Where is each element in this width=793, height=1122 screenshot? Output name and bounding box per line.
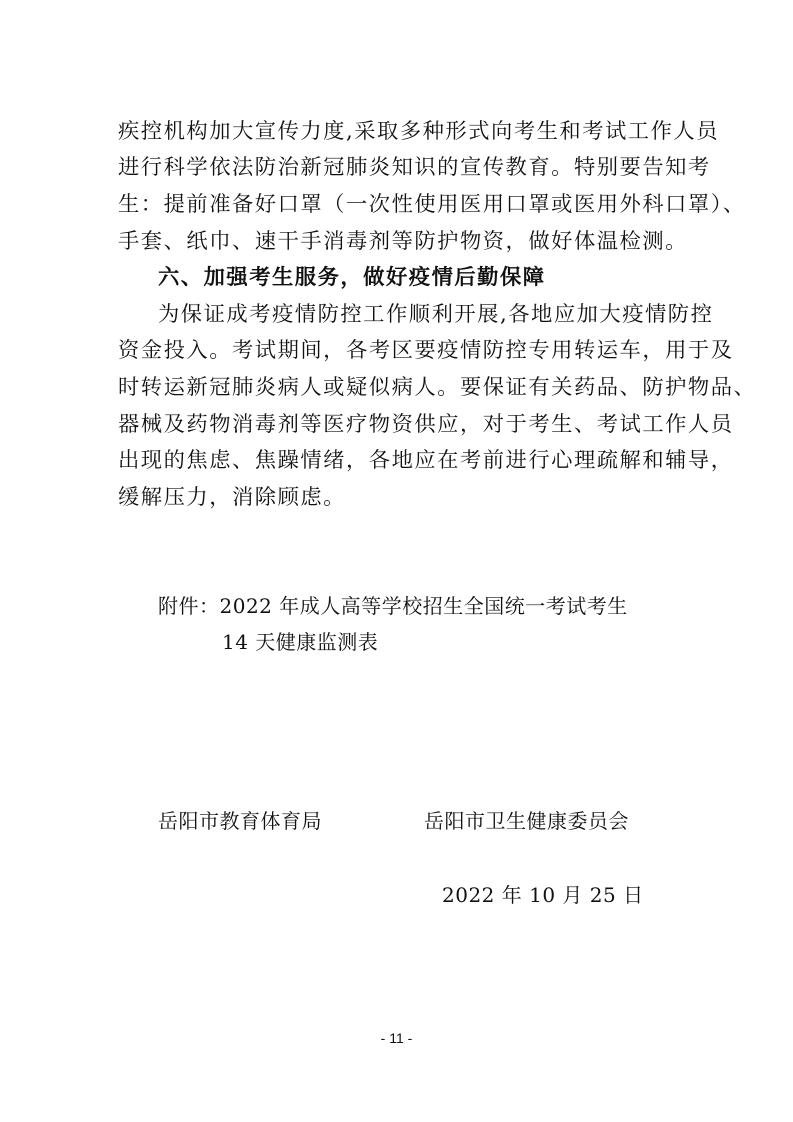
section-6-line-4: 器械及药物消毒剂等医疗物资供应，对于考生、考试工作人员 (118, 412, 734, 437)
issue-date: 2022 年 10 月 25 日 (442, 883, 644, 907)
attachment-line-2: 14 天健康监测表 (222, 630, 379, 654)
attachment-line-1: 附件：2022 年成人高等学校招生全国统一考试考生 (158, 594, 628, 618)
section-6-line-6: 缓解压力，消除顾虑。 (118, 485, 346, 510)
section-6-line-2: 资金投入。考试期间，各考区要疫情防控专用转运车，用于及 (118, 338, 734, 363)
section-6-heading: 六、加强考生服务，做好疫情后勤保障 (158, 265, 546, 290)
paragraph-1-line-3: 生：提前准备好口罩（一次性使用医用口罩或医用外科口罩）、 (118, 192, 746, 217)
section-6-line-5: 出现的焦虑、焦躁情绪，各地应在考前进行心理疏解和辅导， (118, 448, 734, 473)
paragraph-1-line-4: 手套、纸巾、速干手消毒剂等防护物资，做好体温检测。 (118, 229, 688, 254)
section-6-line-3: 时转运新冠肺炎病人或疑似病人。要保证有关药品、防护物品、 (118, 375, 757, 400)
issuer-health-commission: 岳阳市卫生健康委员会 (424, 809, 629, 833)
paragraph-1-line-2: 进行科学依法防治新冠肺炎知识的宣传教育。特别要告知考 (118, 155, 711, 180)
page-number: - 11 - (380, 1030, 413, 1046)
section-6-line-1: 为保证成考疫情防控工作顺利开展,各地应加大疫情防控 (158, 302, 714, 327)
issuer-education-bureau: 岳阳市教育体育局 (158, 809, 322, 833)
paragraph-1-line-1: 疾控机构加大宣传力度,采取多种形式向考生和考试工作人员 (118, 119, 719, 144)
